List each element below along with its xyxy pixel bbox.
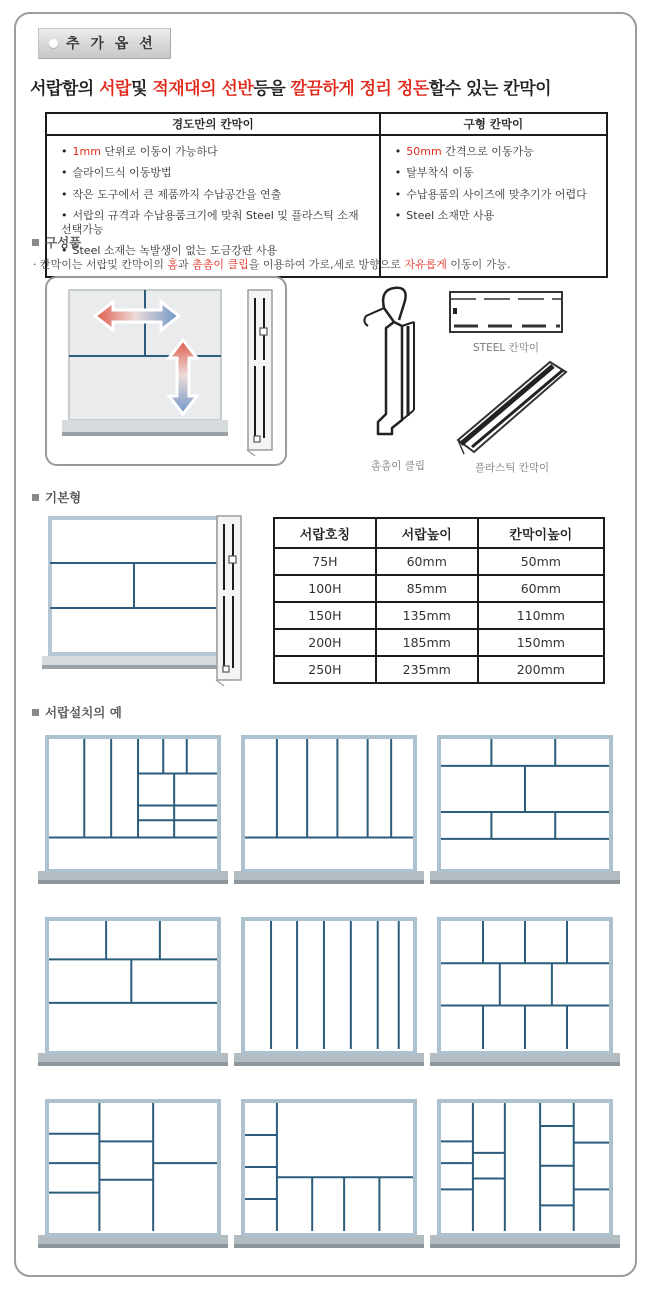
feature-item: • 수납용품의 사이즈에 맞추기가 어렵다 — [395, 188, 598, 202]
feature-item: • 1mm 단위로 이동이 가능하다 — [61, 145, 371, 159]
text-segment: 할수 있는 칸막이 — [428, 79, 552, 99]
steel-caption: STEEL 칸막이 — [473, 342, 539, 354]
basic-label-text: 기본형 — [45, 490, 82, 505]
col-drawer-name: 서랍호칭 — [274, 518, 376, 548]
feature-item: • 탈부착식 이동 — [395, 166, 598, 180]
square-bullet-icon — [32, 239, 39, 246]
table-cell: 200H — [274, 629, 376, 656]
divider-strip-side-view — [214, 514, 244, 686]
drawer-movement-diagram-box — [45, 276, 287, 466]
plastic-divider-illustration — [452, 348, 572, 460]
table-cell: 135mm — [376, 602, 478, 629]
comparison-header-old: 구형 칸막이 — [380, 113, 607, 135]
feature-item: • 슬라이드식 이동방법 — [61, 166, 371, 180]
old-divider-feature-list — [395, 145, 598, 223]
highlighted-text: 깔끔하게 정리 정돈 — [290, 79, 429, 99]
drawer-layout-example — [430, 915, 620, 1067]
comparison-header-row — [46, 113, 607, 135]
square-bullet-icon — [32, 709, 39, 716]
text-segment: 및 — [130, 79, 153, 99]
square-bullet-icon — [32, 494, 39, 501]
text-segment: 서랍함의 — [30, 79, 100, 99]
components-description — [33, 256, 511, 272]
drawer-layout-example — [234, 1097, 424, 1249]
drawer-layout-example — [234, 915, 424, 1067]
text-segment: 등을 — [253, 79, 291, 99]
highlighted-text: 자유롭게 — [404, 258, 447, 271]
text-segment: 칸막이는 서랍및 칸막이의 — [40, 258, 168, 271]
col-divider-height: 칸막이높이 — [478, 518, 604, 548]
section-badge-additional-options — [38, 28, 171, 59]
feature-item: • 서랍의 규격과 수납용품크기에 맞춰 Steel 및 플라스틱 소재 선택가능 — [61, 209, 371, 238]
table-cell: 110mm — [478, 602, 604, 629]
table-cell: 235mm — [376, 656, 478, 683]
clip-illustration — [356, 282, 438, 458]
table-row — [274, 575, 604, 602]
table-row — [274, 656, 604, 683]
table-row — [274, 629, 604, 656]
table-cell: 50mm — [478, 548, 604, 575]
drawer-height-table — [273, 517, 605, 684]
drawer-layout-example — [430, 733, 620, 885]
examples-label-text: 서랍설치의 예 — [45, 705, 122, 720]
highlighted-text: 적재대의 선반 — [152, 79, 254, 99]
drawer-examples-grid — [38, 733, 620, 1249]
table-cell: 200mm — [478, 656, 604, 683]
new-divider-feature-list — [61, 145, 371, 259]
drawer-top-view-diagram — [59, 288, 235, 454]
badge-label: 추 가 옵 션 — [66, 36, 156, 52]
table-cell: 250H — [274, 656, 376, 683]
table-cell: 100H — [274, 575, 376, 602]
feature-item: • Steel 소재는 녹발생이 없는 도금강판 사용 — [61, 244, 371, 258]
clip-caption: 촘촘이 클립 — [370, 460, 426, 472]
text-segment: 과 — [178, 258, 193, 271]
drawer-layout-example — [38, 1097, 228, 1249]
feature-item: • 50mm 간격으로 이동가능 — [395, 145, 598, 159]
table-cell: 60mm — [376, 548, 478, 575]
col-drawer-height: 서랍높이 — [376, 518, 478, 548]
feature-item: • 작은 도구에서 큰 제품까지 수납공간을 연출 — [61, 188, 371, 202]
divider-strip-side-view — [245, 288, 275, 456]
divider-comparison-table — [45, 112, 608, 278]
table-row — [274, 602, 604, 629]
examples-section-label — [32, 703, 122, 721]
drawer-layout-example — [38, 915, 228, 1067]
text-segment: 을 이용하여 가로,세로 방향으로 — [248, 258, 405, 271]
basic-section-label — [32, 488, 81, 506]
highlighted-text: 홈 — [167, 258, 179, 271]
highlighted-text: 촘촘이 클립 — [192, 258, 249, 271]
components-section-label — [32, 233, 81, 251]
highlighted-value: 50mm — [406, 145, 442, 158]
table-cell: 150H — [274, 602, 376, 629]
drawer-layout-example — [38, 733, 228, 885]
highlighted-text: 서랍 — [99, 79, 131, 99]
height-table-header-row — [274, 518, 604, 548]
comparison-header-new: 경도만의 칸막이 — [46, 113, 380, 135]
table-cell: 150mm — [478, 629, 604, 656]
page-title — [30, 74, 551, 99]
table-cell: 85mm — [376, 575, 478, 602]
table-cell: 60mm — [478, 575, 604, 602]
basic-drawer-front-diagram — [42, 512, 226, 672]
steel-divider-illustration — [448, 288, 564, 336]
components-label-text: 구성품 — [45, 235, 82, 250]
text-segment: 이동이 가능. — [446, 258, 511, 271]
drawer-layout-example — [234, 733, 424, 885]
table-cell: 185mm — [376, 629, 478, 656]
bullet-dot-icon — [49, 39, 58, 48]
table-cell: 75H — [274, 548, 376, 575]
table-row — [274, 548, 604, 575]
drawer-layout-example — [430, 1097, 620, 1249]
feature-item: • Steel 소재만 사용 — [395, 209, 598, 223]
plastic-caption: 플라스틱 칸막이 — [474, 462, 550, 474]
height-table-body — [274, 548, 604, 683]
highlighted-value: 1mm — [72, 145, 101, 158]
